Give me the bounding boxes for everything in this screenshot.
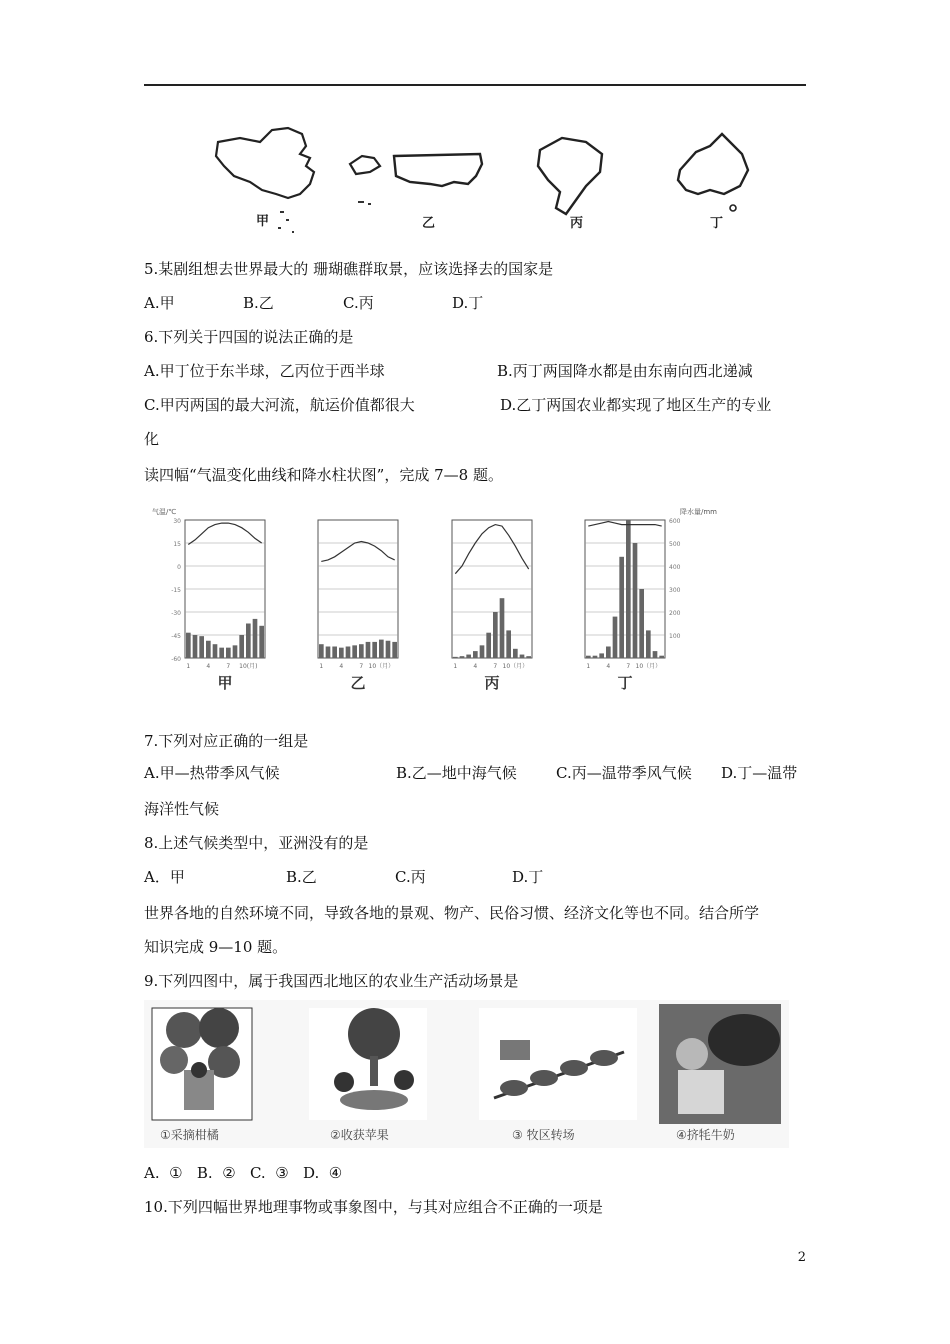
precip-bar xyxy=(352,645,357,658)
q5-stem: 5.某剧组想去世界最大的 珊瑚礁群取景，应该选择去的国家是 xyxy=(144,260,554,278)
month-tick-label: 10（月） xyxy=(635,663,662,670)
month-tick-label: 4 xyxy=(206,663,211,670)
precip-bar xyxy=(486,633,491,658)
month-tick-label: 10(月) xyxy=(239,663,258,670)
chart-title-1: 乙 xyxy=(350,674,366,692)
precip-bar xyxy=(513,649,518,658)
temp-tick-label: -15 xyxy=(171,587,181,594)
q7-stem: 7.下列对应正确的一组是 xyxy=(144,732,309,750)
map-label-yi: 乙 xyxy=(422,216,436,231)
q8-option-b: B.乙 xyxy=(286,868,317,886)
precip-bar xyxy=(526,656,531,658)
precip-bar xyxy=(206,641,211,658)
precip-bar xyxy=(379,640,384,658)
q8-stem: 8.上述气候类型中，亚洲没有的是 xyxy=(144,834,369,852)
precip-bar xyxy=(386,641,391,658)
precip-bar xyxy=(493,612,498,658)
precip-bar xyxy=(653,651,658,658)
q7-continuation: 海洋性气候 xyxy=(144,800,220,818)
country-outlines xyxy=(210,120,770,240)
q9-stem: 9.下列四图中，属于我国西北地区的农业生产活动场景是 xyxy=(144,972,519,990)
country-maps-figure xyxy=(210,120,770,240)
climate-charts xyxy=(150,505,720,700)
precip-bar xyxy=(346,647,351,659)
precip-bar xyxy=(639,589,644,658)
month-tick-label: 7 xyxy=(226,663,231,670)
precip-bar xyxy=(213,644,218,658)
month-tick-label: 4 xyxy=(473,663,478,670)
q7-option-b: B.乙—地中海气候 xyxy=(396,764,517,782)
month-tick-label: 10（月） xyxy=(368,663,395,670)
temp-tick-label: -60 xyxy=(171,656,181,663)
precip-bar xyxy=(359,644,364,658)
q8-option-a: A．甲 xyxy=(144,868,185,886)
precip-bar xyxy=(253,619,258,658)
precip-bar xyxy=(606,647,611,659)
precip-bar xyxy=(246,624,251,659)
temp-line xyxy=(188,523,261,544)
precip-bar xyxy=(599,653,604,658)
q8-option-d: D.丁 xyxy=(512,868,544,886)
month-tick-label: 1 xyxy=(186,663,191,670)
scene-caption-3: ③ 牧区转场 xyxy=(512,1128,575,1142)
precip-bar xyxy=(586,656,591,658)
map-label-ding: 丁 xyxy=(710,216,724,231)
precip-bar xyxy=(226,648,231,658)
q6-option-a: A.甲丁位于东半球，乙丙位于西半球 xyxy=(144,362,385,380)
q6-continuation: 化 xyxy=(144,430,160,448)
header-rule xyxy=(144,84,806,86)
precip-tick-label: 500 xyxy=(669,541,681,548)
precip-bar xyxy=(453,657,458,658)
q9-answers: A. ① B. ② C. ③ D. ④ xyxy=(144,1164,343,1182)
precip-bar xyxy=(626,520,631,658)
precip-bar xyxy=(473,651,478,658)
temp-tick-label: 0 xyxy=(177,564,181,571)
precip-bar xyxy=(646,630,651,658)
precip-bar xyxy=(339,648,344,658)
temp-tick-label: -30 xyxy=(171,610,181,617)
q7-option-a: A.甲—热带季风气候 xyxy=(144,764,280,782)
precip-bar xyxy=(500,598,505,658)
climate-charts-figure xyxy=(150,505,720,700)
precip-bar xyxy=(460,656,465,658)
month-tick-label: 1 xyxy=(453,663,458,670)
month-tick-label: 10（月） xyxy=(502,663,529,670)
month-tick-label: 4 xyxy=(339,663,344,670)
month-tick-label: 7 xyxy=(493,663,498,670)
precip-tick-label: 200 xyxy=(669,610,681,617)
chart-title-2: 丙 xyxy=(484,674,500,692)
intro-9-10-line1: 世界各地的自然环境不同，导致各地的景观、物产、民俗习惯、经济文化等也不同。结合所学 xyxy=(144,904,760,922)
precip-bar xyxy=(593,656,598,658)
precip-bar xyxy=(392,642,397,658)
month-tick-label: 7 xyxy=(359,663,364,670)
scene-caption-4: ④挤牦牛奶 xyxy=(676,1128,735,1142)
page-number: 2 xyxy=(797,1250,806,1265)
precip-bar xyxy=(480,645,485,658)
precip-bar xyxy=(199,636,204,658)
precip-bar xyxy=(319,644,324,658)
q10-stem: 10.下列四幅世界地理事物或事象图中，与其对应组合不正确的一项是 xyxy=(144,1198,603,1216)
precip-axis-title: 降水量/mm xyxy=(680,508,717,516)
precip-bar xyxy=(193,635,198,658)
intro-9-10-line2: 知识完成 9—10 题。 xyxy=(144,938,288,956)
precip-bar xyxy=(520,655,525,658)
map-label-jia: 甲 xyxy=(256,214,270,229)
alaska-outline xyxy=(350,156,380,174)
q6-stem: 6.下列关于四国的说法正确的是 xyxy=(144,328,354,346)
australia-outline xyxy=(678,134,748,194)
precip-bar xyxy=(633,543,638,658)
q5-option-c: C.丙 xyxy=(343,294,374,312)
temp-tick-label: 30 xyxy=(173,518,181,525)
temp-line xyxy=(588,522,661,527)
month-tick-label: 1 xyxy=(586,663,591,670)
precip-bar xyxy=(366,642,371,658)
chart-title-3: 丁 xyxy=(617,674,633,692)
precip-tick-label: 300 xyxy=(669,587,681,594)
scene-caption-2: ②收获苹果 xyxy=(330,1128,389,1142)
map-label-bing: 丙 xyxy=(570,216,584,231)
precip-tick-label: 100 xyxy=(669,633,681,640)
intro-7-8: 读四幅“气温变化曲线和降水柱状图”，完成 7—8 题。 xyxy=(144,466,503,484)
q6-option-c: C.甲丙两国的最大河流，航运价值都很大 xyxy=(144,396,415,414)
q5-option-d: D.丁 xyxy=(452,294,484,312)
temp-line xyxy=(455,525,528,574)
precip-bar xyxy=(332,647,337,659)
temp-axis-title: 气温/℃ xyxy=(152,508,177,516)
q6-option-d: D.乙丁两国农业都实现了地区生产的专业 xyxy=(500,396,772,414)
precip-tick-label: 400 xyxy=(669,564,681,571)
precip-bar xyxy=(219,648,224,658)
q6-option-b: B.丙丁两国降水都是由东南向西北递减 xyxy=(497,362,753,380)
temp-line xyxy=(321,542,394,562)
q7-option-d: D.丁—温带 xyxy=(721,764,798,782)
q7-option-c: C.丙—温带季风气候 xyxy=(556,764,692,782)
precip-bar xyxy=(613,617,618,658)
precip-bar xyxy=(466,655,471,658)
scene-apple-harvest xyxy=(309,1008,427,1120)
month-tick-label: 1 xyxy=(319,663,324,670)
precip-bar xyxy=(186,633,191,658)
precip-bar xyxy=(259,626,264,658)
month-tick-label: 4 xyxy=(606,663,611,670)
scene-yak-milking xyxy=(659,1004,781,1124)
precip-bar xyxy=(239,635,244,658)
precip-bar xyxy=(326,647,331,659)
scene-orange-picking xyxy=(152,1008,252,1120)
precip-bar xyxy=(619,557,624,658)
chart-title-0: 甲 xyxy=(217,674,233,692)
q8-option-c: C.丙 xyxy=(395,868,426,886)
precip-bar xyxy=(659,656,664,658)
q5-option-a: A.甲 xyxy=(144,294,175,312)
month-tick-label: 7 xyxy=(626,663,631,670)
precip-bar xyxy=(233,645,238,658)
precip-tick-label: 600 xyxy=(669,518,681,525)
scene-pasture-migration xyxy=(479,1008,637,1120)
brazil-outline xyxy=(538,138,602,214)
temp-tick-label: -45 xyxy=(171,633,181,640)
precip-bar xyxy=(506,630,511,658)
precip-bar xyxy=(372,642,377,658)
china-outline xyxy=(216,128,314,198)
usa-outline xyxy=(394,154,482,186)
q9-scenes-figure xyxy=(144,1000,789,1148)
scene-caption-1: ①采摘柑橘 xyxy=(160,1128,219,1142)
q5-option-b: B.乙 xyxy=(243,294,274,312)
temp-tick-label: 15 xyxy=(173,541,181,548)
